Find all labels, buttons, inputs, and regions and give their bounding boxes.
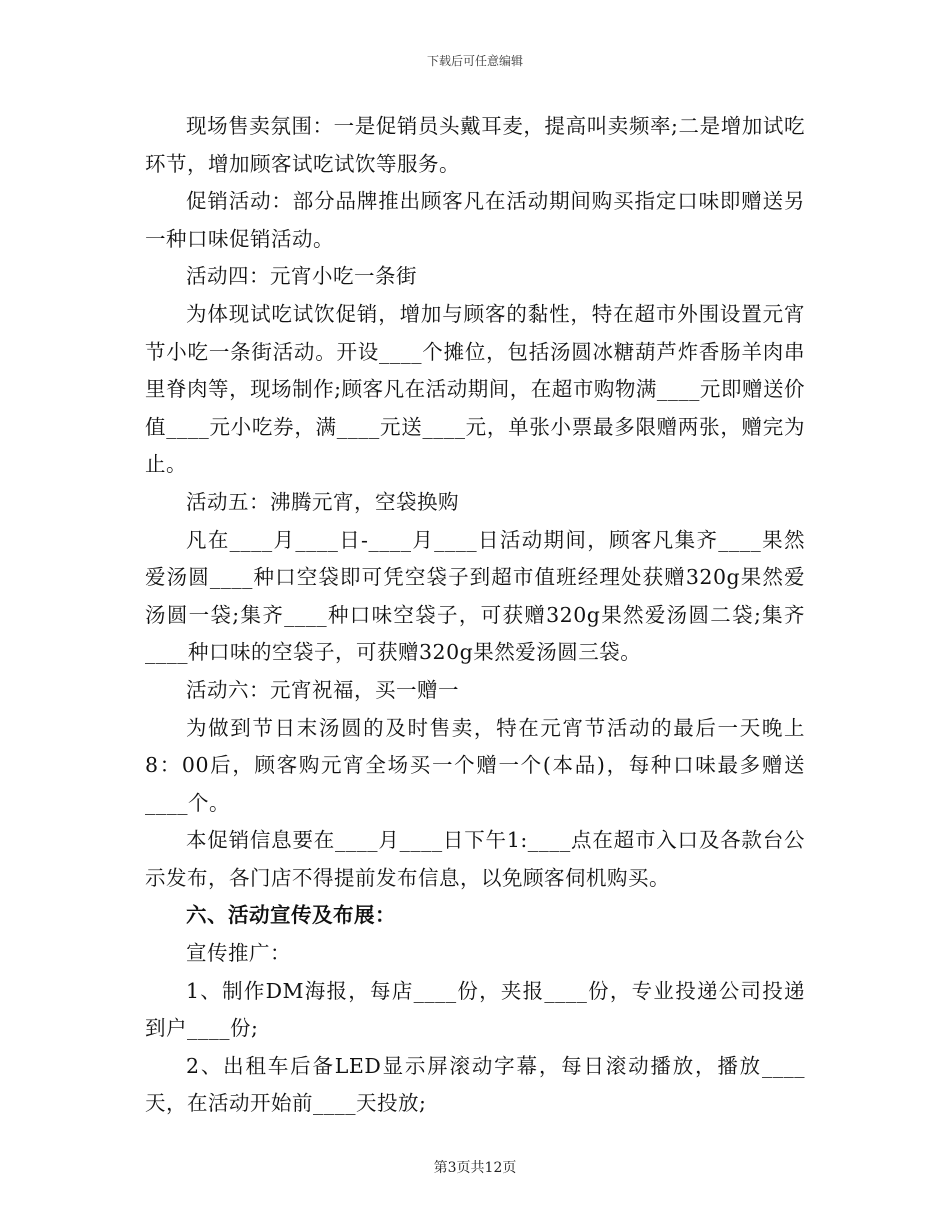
paragraph-activity-4: 为体现试吃试饮促销，增加与顾客的黏性，特在超市外围设置元宵节小吃一条街活动。开设____个摊位，包括汤圆冰糖葫芦炸香肠羊肉串里脊肉等，现场制作;顾客凡在活动期间，在超市购物满____元即赠送价值____元小吃券，满____元送____元，单张小票最多限赠两张，赠完为止。: [145, 301, 805, 477]
list-item-dm-poster: 1、制作DM海报，每店____份，夹报____份，专业投递公司投递到户____份;: [145, 978, 805, 1041]
paragraph-atmosphere: 现场售卖氛围：一是促销员头戴耳麦，提高叫卖频率;二是增加试吃环节，增加顾客试吃试饮等服务。: [145, 114, 805, 176]
heading-activity-4: 活动四：元宵小吃一条街: [186, 264, 417, 289]
subheading-promotion: 宣传推广：: [186, 941, 291, 966]
document-body: [145, 108, 805, 1123]
heading-activity-6: 活动六：元宵祝福，买一赠一: [186, 677, 459, 702]
list-item-taxi-led: 2、出租车后备LED显示屏滚动字幕，每日滚动播放，播放____天，在活动开始前____天投放;: [145, 1053, 805, 1116]
heading-activity-5: 活动五：沸腾元宵，空袋换购: [186, 489, 459, 514]
paragraph-release-notice: 本促销信息要在____月____日下午1:____点在超市入口及各款台公示发布，各门店不得提前发布信息，以免顾客伺机购买。: [145, 828, 805, 890]
page-header: 下载后可任意编辑: [426, 54, 523, 68]
paragraph-promotion: 促销活动：部分品牌推出顾客凡在活动期间购买指定口味即赠送另一种口味促销活动。: [145, 189, 805, 251]
paragraph-activity-6: 为做到节日末汤圆的及时售卖，特在元宵节活动的最后一天晚上8：00后，顾客购元宵全场买一个赠一个(本品)，每种口味最多赠送____个。: [145, 715, 805, 815]
page-number: 第3页共12页: [433, 1160, 517, 1176]
section-heading-publicity: 六、活动宣传及布展：: [186, 903, 396, 928]
paragraph-activity-5: 凡在____月____日-____月____日活动期间，顾客凡集齐____果然爱汤圆____种口空袋即可凭空袋子到超市值班经理处获赠320g果然爱汤圆一袋;集齐____种口味空袋子，可获赠320g果然爱汤圆二袋;集齐____种口味的空袋子，可获赠320g果然爱汤圆三袋。: [145, 527, 805, 665]
